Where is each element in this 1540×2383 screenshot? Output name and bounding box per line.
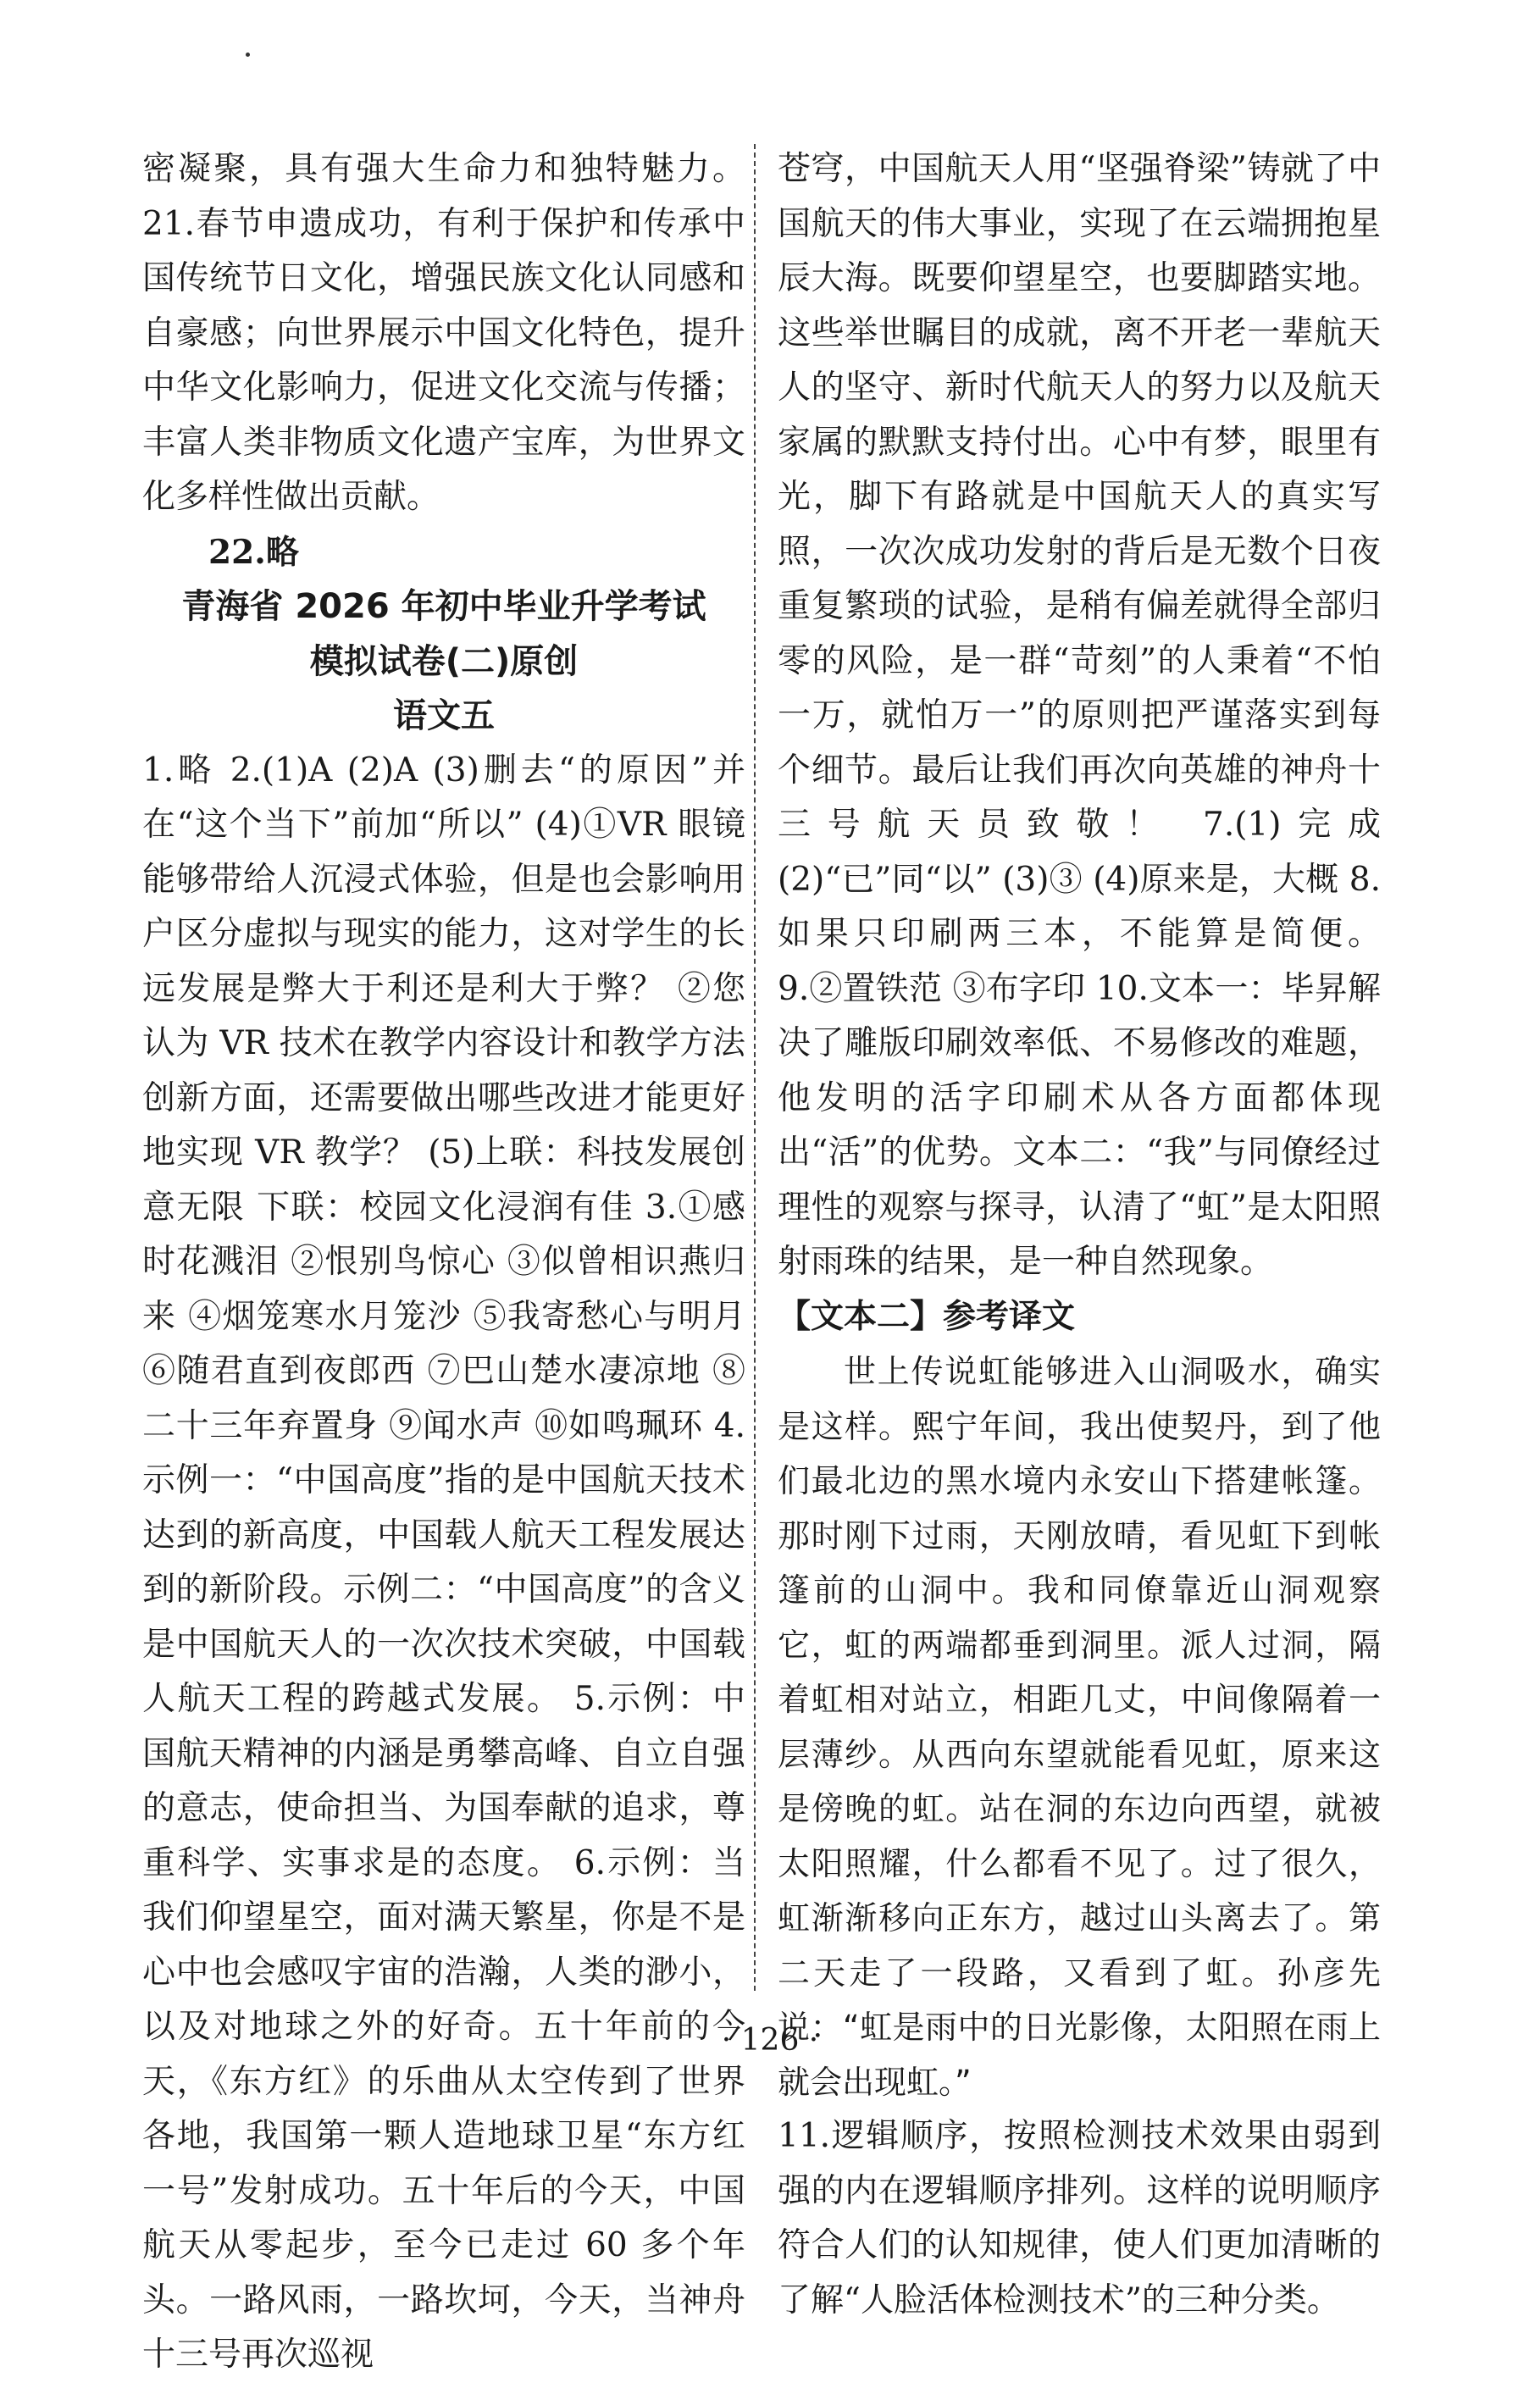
scan-dot [246, 53, 250, 57]
answers-continued-paragraph: 苍穹，中国航天人用“坚强脊梁”铸就了中国航天的伟大事业，实现了在云端拥抱星辰大海。既要仰望星空，也要脚踏实地。这些举世瞩目的成就，离不开老一辈航天人的坚守、新时代航天人的努力以及航天家属的默默支持付出。心中有梦，眼里有光，脚下有路就是中国航天人的真实写照，一次次成功发射的背后是无数个日夜重复繁琐的试验，是稍有偏差就得全部归零的风险，是一群“苛刻”的人秉着“不怕一万，就怕万一”的原则把严谨落实到每个细节。最后让我们再次向英雄的神舟十三号航天员致敬！ 7.(1)完成 (2)“已”同“以” (3)③ (4)原来是，大概 8.如果只印刷两三本，不能算是简便。 9.②置铁范 ③布字印 10.文本一：毕昇解决了雕版印刷效率低、不易修改的难题，他发明的活字印刷术从各方面都体现出“活”的优势。文本二：“我”与同僚经过理性的观察与探寻，认清了“虹”是太阳照射雨珠的结果，是一种自然现象。 [778, 150, 1381, 1281]
page-number: · 126 · [721, 2023, 819, 2058]
answer-q22: 22.略 [208, 532, 299, 572]
exam-title: 青海省 2026 年初中毕业升学考试 [181, 587, 706, 626]
exam-subtitle: 模拟试卷(二)原创 [309, 641, 579, 681]
translation-heading: 【文本二】参考译文 [778, 1297, 1076, 1336]
exam-section-title: 语文五 [393, 696, 495, 735]
answers-paragraph: 1.略 2.(1)A (2)A (3)删去“的原因”并在“这个当下”前加“所以” (4)①VR 眼镜能够带给人沉浸式体验，但是也会影响用户区分虚拟与现实的能力，这对学生的长远发展是弊大于利还是利大于弊？ ②您认为 VR 技术在教学内容设计和教学方法创新方面，还需要做出哪些改进才能更好地实现 VR 教学？ (5)上联：科技发展创意无限 下联：校园文化浸润有佳 3.①感时花溅泪 ②恨别鸟惊心 ③似曾相识燕归来 ④烟笼寒水月笼沙 ⑤我寄愁心与明月 ⑥随君直到夜郎西 ⑦巴山楚水凄凉地 ⑧二十三年弃置身 ⑨闻水声 ⑩如鸣珮环 4.示例一：“中国高度”指的是中国航天技术达到的新高度，中国载人航天工程发展达到的新阶段。示例二：“中国高度”的含义是中国航天人的一次次技术突破，中国载人航天工程的跨越式发展。 5.示例：中国航天精神的内涵是勇攀高峰、自立自强的意志，使命担当、为国奉献的追求，尊重科学、实事求是的态度。 6.示例：当我们仰望星空，面对满天繁星，你是不是心中也会感叹宇宙的浩瀚，人类的渺小，以及对地球之外的好奇。五十年前的今天，《东方红》的乐曲从太空传到了世界各地，我国第一颗人造地球卫星“东方红一号”发射成功。五十年后的今天，中国航天从零起步，至今已走过 60 多个年头。一路风雨，一路坎坷，今天，当神舟十三号再次巡视 [142, 751, 745, 2374]
right-column [778, 142, 1381, 2328]
translation-paragraph: 世上传说虹能够进入山洞吸水，确实是这样。熙宁年间，我出使契丹，到了他们最北边的黑水境内永安山下搭建帐篷。那时刚下过雨，天刚放晴，看见虹下到帐篷前的山洞中。我和同僚靠近山洞观察它，虹的两端都垂到洞里。派人过洞，隔着虹相对站立，相距几丈，中间像隔着一层薄纱。从西向东望就能看见虹，原来这是傍晚的虹。站在洞的东边向西望，就被太阳照耀，什么都看不见了。过了很久，虹渐渐移向正东方，越过山头离去了。第二天走了一段路，又看到了虹。孙彦先说：“虹是雨中的日光影像，太阳照在雨上就会出现虹。” [778, 1353, 1381, 2101]
answer-q21-paragraph: 密凝聚，具有强大生命力和独特魅力。 21.春节申遗成功，有利于保护和传承中国传统节日文化，增强民族文化认同感和自豪感；向世界展示中国文化特色，提升中华文化影响力，促进文化交流与传播；丰富人类非物质文化遗产宝库，为世界文化多样性做出贡献。 [142, 150, 745, 516]
answer-q11: 11.逻辑顺序，按照检测技术效果由弱到强的内在逻辑顺序排列。这样的说明顺序符合人们的认知规律，使人们更加清晰的了解“人脸活体检测技术”的三种分类。 [778, 2117, 1381, 2319]
column-divider [754, 144, 756, 1991]
